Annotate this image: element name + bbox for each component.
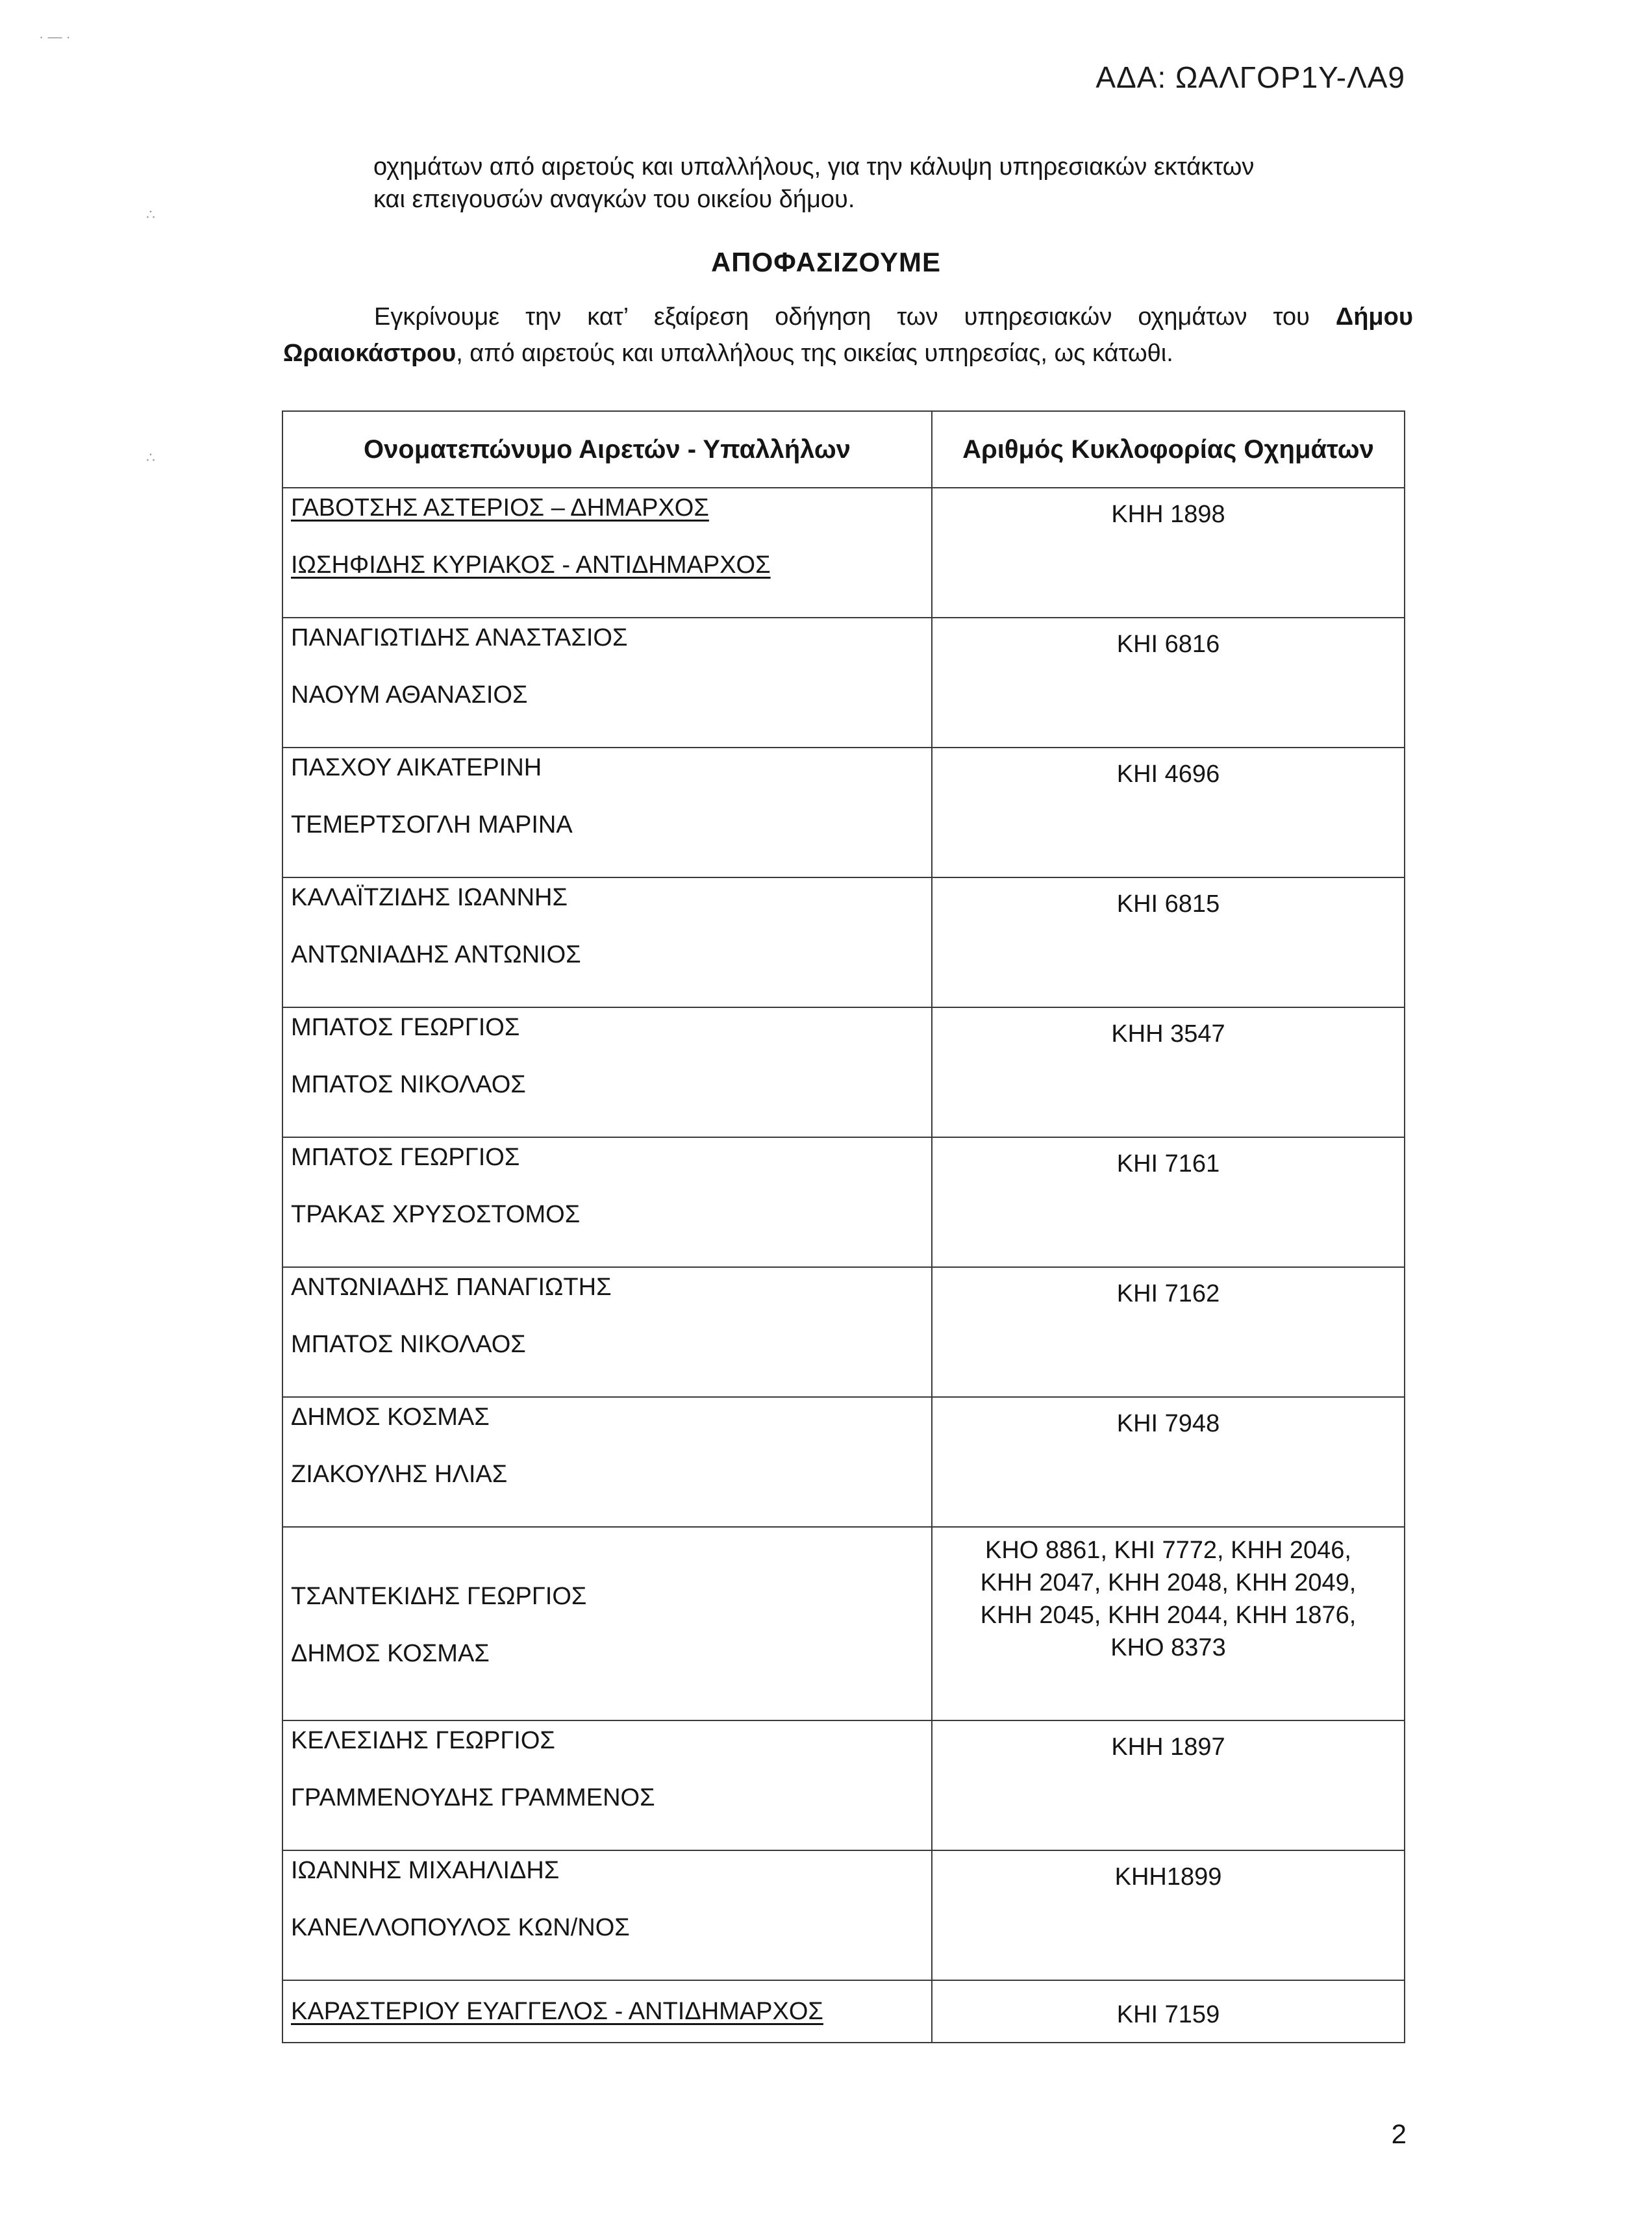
plates-line: ΚΗΗ 2045, ΚΗΗ 2044, ΚΗΗ 1876, <box>980 1602 1357 1629</box>
person-name: ΚΑΝΕΛΛΟΠΟΥΛΟΣ ΚΩΝ/ΝΟΣ <box>291 1914 630 1941</box>
names-cell <box>282 1850 932 1980</box>
person-name: ΜΠΑΤΟΣ ΓΕΩΡΓΙΟΣ <box>291 1144 520 1171</box>
intro-paragraph <box>373 151 1412 216</box>
plates-cell: ΚΗΗ 1897 <box>932 1720 1405 1850</box>
approval-text: Εγκρίνουμε την κατ’ εξαίρεση οδήγηση των υπηρεσιακών οχημάτων του <box>374 303 1336 331</box>
names-cell <box>282 488 932 618</box>
names-cell <box>282 618 932 748</box>
person-name: ΓΑΒΟΤΣΗΣ ΑΣΤΕΡΙΟΣ – ΔΗΜΑΡΧΟΣ <box>291 494 709 522</box>
plates-line: ΚΗΟ 8373 <box>1110 1634 1226 1661</box>
plates-line: ΚΗΗ 2047, ΚΗΗ 2048, ΚΗΗ 2049, <box>980 1569 1357 1596</box>
intro-line: και επειγουσών αναγκών του οικείου δήμου. <box>373 186 855 213</box>
page-number: 2 <box>1391 2119 1407 2149</box>
table-row <box>282 1267 1405 1397</box>
plates-cell: ΚΗΙ 6816 <box>932 618 1405 748</box>
person-name: ΤΕΜΕΡΤΣΟΓΛΗ ΜΑΡΙΝΑ <box>291 811 573 838</box>
column-header-plates: Αριθμός Κυκλοφορίας Οχημάτων <box>932 411 1405 488</box>
scan-speck: · — · <box>39 29 71 45</box>
plates-cell: ΚΗΗ 3547 <box>932 1007 1405 1137</box>
person-name: ΔΗΜΟΣ ΚΟΣΜΑΣ <box>291 1404 490 1431</box>
person-name: ΚΕΛΕΣΙΔΗΣ ΓΕΩΡΓΙΟΣ <box>291 1727 555 1754</box>
plates-cell: ΚΗΙ 7162 <box>932 1267 1405 1397</box>
table-row <box>282 1850 1405 1980</box>
plates-line: ΚΗΟ 8861, ΚΗΙ 7772, ΚΗΗ 2046, <box>985 1537 1351 1564</box>
person-name: ΠΑΣΧΟΥ ΑΙΚΑΤΕΡΙΝΗ <box>291 754 542 781</box>
plates-cell: ΚΗΙ 6815 <box>932 877 1405 1007</box>
person-name: ΓΡΑΜΜΕΝΟΥΔΗΣ ΓΡΑΜΜΕΝΟΣ <box>291 1784 655 1811</box>
table-header-row <box>282 411 1405 488</box>
person-name: ΔΗΜΟΣ ΚΟΣΜΑΣ <box>291 1640 490 1667</box>
table-row <box>282 1720 1405 1850</box>
column-header-names: Ονοματεπώνυμο Αιρετών - Υπαλλήλων <box>282 411 932 488</box>
plates-cell <box>932 1527 1405 1720</box>
person-name: ΝΑΟΥΜ ΑΘΑΝΑΣΙΟΣ <box>291 681 528 709</box>
person-name: ΜΠΑΤΟΣ ΝΙΚΟΛΑΟΣ <box>291 1331 526 1358</box>
approval-paragraph <box>283 299 1413 372</box>
plates-cell: ΚΗΗ1899 <box>932 1850 1405 1980</box>
person-name: ΠΑΝΑΓΙΩΤΙΔΗΣ ΑΝΑΣΤΑΣΙΟΣ <box>291 624 628 651</box>
intro-line: οχημάτων από αιρετούς και υπαλλήλους, για την κάλυψη υπηρεσιακών εκτάκτων <box>373 153 1255 181</box>
vehicle-assignment-table <box>282 410 1405 2043</box>
table-row <box>282 1980 1405 2043</box>
names-cell <box>282 748 932 877</box>
plates-cell: ΚΗΙ 4696 <box>932 748 1405 877</box>
person-name: ΤΡΑΚΑΣ ΧΡΥΣΟΣΤΟΜΟΣ <box>291 1201 581 1228</box>
scan-speck: ∴ <box>146 207 155 223</box>
table-row <box>282 877 1405 1007</box>
person-name: ΑΝΤΩΝΙΑΔΗΣ ΑΝΤΩΝΙΟΣ <box>291 941 581 968</box>
person-name: ΚΑΡΑΣΤΕΡΙΟΥ ΕΥΑΓΓΕΛΟΣ - ΑΝΤΙΔΗΜΑΡΧΟΣ <box>291 1998 823 2025</box>
person-name: ΑΝΤΩΝΙΑΔΗΣ ΠΑΝΑΓΙΩΤΗΣ <box>291 1274 612 1301</box>
names-cell <box>282 1397 932 1527</box>
names-cell <box>282 877 932 1007</box>
municipality-name: Δήμου Ωραιοκάστρου <box>283 303 1413 367</box>
plates-cell: ΚΗΗ 1898 <box>932 488 1405 618</box>
plates-cell: ΚΗΙ 7161 <box>932 1137 1405 1267</box>
approval-text: , από αιρετούς και υπαλλήλους της οικείας υπηρεσίας, ως κάτωθι. <box>456 340 1173 367</box>
plates-cell: ΚΗΙ 7159 <box>932 1980 1405 2043</box>
table-row <box>282 748 1405 877</box>
table-row <box>282 1137 1405 1267</box>
decision-title: ΑΠΟΦΑΣΙΖΟΥΜΕ <box>710 247 942 277</box>
names-cell <box>282 1137 932 1267</box>
names-cell <box>282 1267 932 1397</box>
names-cell <box>282 1980 932 2043</box>
names-cell <box>282 1527 932 1720</box>
person-name: ΜΠΑΤΟΣ ΓΕΩΡΓΙΟΣ <box>291 1014 520 1041</box>
person-name: ΙΩΣΗΦΙΔΗΣ ΚΥΡΙΑΚΟΣ - ΑΝΤΙΔΗΜΑΡΧΟΣ <box>291 551 771 579</box>
scan-speck: ∴ <box>146 449 155 466</box>
table-row <box>282 618 1405 748</box>
person-name: ΤΣΑΝΤΕΚΙΔΗΣ ΓΕΩΡΓΙΟΣ <box>291 1583 587 1610</box>
names-cell <box>282 1720 932 1850</box>
person-name: ΖΙΑΚΟΥΛΗΣ ΗΛΙΑΣ <box>291 1461 508 1488</box>
person-name: ΙΩΑΝΝΗΣ ΜΙΧΑΗΛΙΔΗΣ <box>291 1857 560 1884</box>
table-row <box>282 1397 1405 1527</box>
table-row <box>282 1527 1405 1720</box>
document-ada-code: ΑΔΑ: ΩΑΛΓΟΡ1Υ-ΛΑ9 <box>1095 60 1405 94</box>
plates-cell: ΚΗΙ 7948 <box>932 1397 1405 1527</box>
person-name: ΜΠΑΤΟΣ ΝΙΚΟΛΑΟΣ <box>291 1071 526 1098</box>
table-row <box>282 1007 1405 1137</box>
person-name: ΚΑΛΑΪΤΖΙΔΗΣ ΙΩΑΝΝΗΣ <box>291 884 568 911</box>
table-row <box>282 488 1405 618</box>
names-cell <box>282 1007 932 1137</box>
